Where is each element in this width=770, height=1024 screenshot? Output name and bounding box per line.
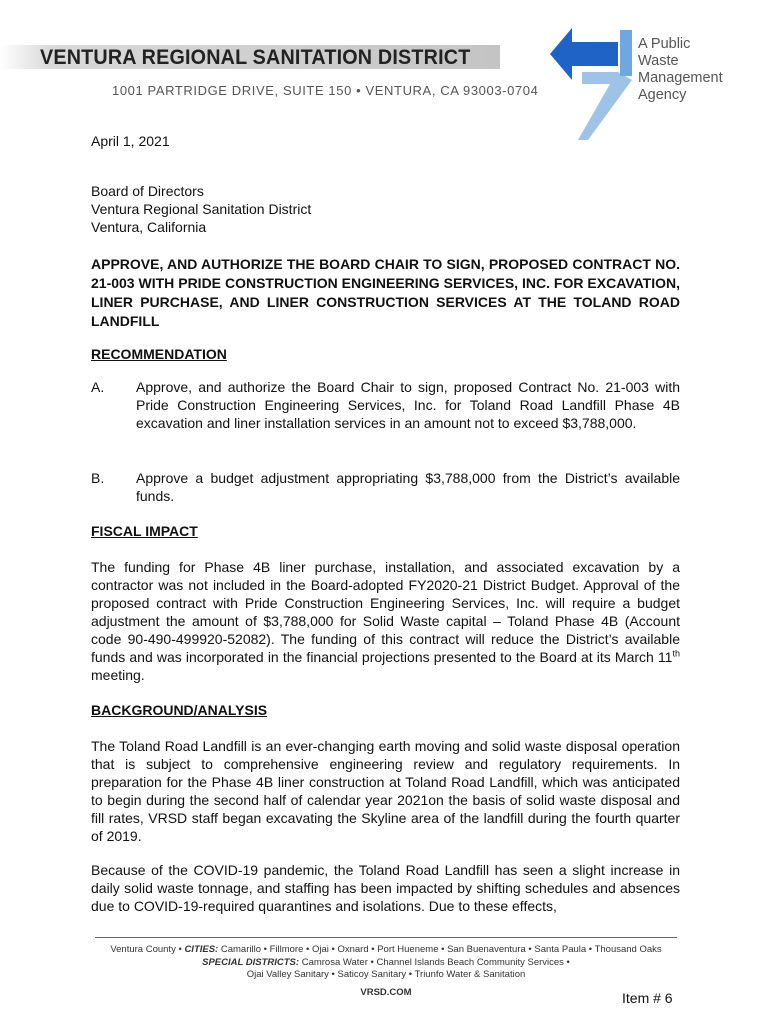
tagline-line: A Public [638,36,691,52]
footer-districts: Camrosa Water • Channel Islands Beach Community Services • [301,957,570,968]
tagline-line: Management [638,70,723,86]
footer-line-3: Ojai Valley Sanitary • Saticoy Sanitary • Triunfo Water & Sanitation [246,969,526,980]
background-paragraph: The Toland Road Landfill is an ever-changing earth moving and solid waste disposal operation that is subject to comprehensive engineering review and regulatory requirements. In preparation for the Phase 4B liner construction at Toland Road Landfill, which was anticipated to begin during the second half of calendar year 2021on the basis of solid waste disposal and fill rates, VRSD staff began excavating the Skyline area of the landfill during the fourth quarter of 2019. [91,738,680,844]
fiscal-impact-heading: FISCAL IMPACT [91,523,198,539]
fiscal-impact-sup: th [672,648,680,659]
rec-item-letter: B. [91,470,105,486]
fiscal-impact-text: The funding for Phase 4B liner purchase, installation, and associated excavation by a contractor was not included in the Board-adopted FY2020-21 District Budget. Approval of the proposed contract with Pride Construction Engineering Services, Inc. will require a budget adjustment the amount of $3,788,000 for Solid Waste capital – Toland Phase 4B (Account code 90-490-499920-52082). The funding of this contract will reduce the District’s available funds and was incorporated in the financial projections presented to the Board at its March 11 [91,559,680,665]
fiscal-impact-paragraph [91,558,680,684]
item-number: Item # 6 [622,990,673,1006]
footer-county: Ventura County • [110,944,182,955]
footer-line-1 [95,944,677,955]
org-name: VENTURA REGIONAL SANITATION DISTRICT [40,46,471,69]
footer-website: VRSD.COM [360,987,412,998]
fiscal-impact-tail: meeting. [91,667,145,683]
footer-districts-label: SPECIAL DISTRICTS: [202,957,300,968]
vrsd-arrow-logo-icon [548,22,638,142]
recipient-line: Board of Directors [91,183,204,199]
recipient-line: Ventura, California [91,219,207,235]
tagline [638,36,723,104]
letter-date: April 1, 2021 [91,133,170,149]
background-heading: BACKGROUND/ANALYSIS [91,702,268,718]
footer-line-2 [95,957,677,968]
footer-cities: Camarillo • Fillmore • Ojai • Oxnard • Port Hueneme • San Buenaventura • Santa Paula • Thousand Oaks [220,944,662,955]
recipient-line: Ventura Regional Sanitation District [91,201,312,217]
recommendation-heading: RECOMMENDATION [91,346,227,362]
rec-item-text: Approve a budget adjustment appropriating $3,788,000 from the District’s available funds. [136,470,680,504]
org-address: 1001 PARTRIDGE DRIVE, SUITE 150 • VENTURA, CA 93003-0704 [112,83,539,98]
background-paragraph: Because of the COVID-19 pandemic, the Toland Road Landfill has seen a slight increase in daily solid waste tonnage, and staffing has been impacted by shifting schedules and absences due to COVID-19-required quarantines and isolations. Due to these effects, [91,862,680,914]
tagline-line: Waste [638,53,679,69]
footer-divider [95,937,677,938]
tagline-line: Agency [638,87,687,103]
rec-item-letter: A. [91,379,105,395]
footer-cities-label: CITIES: [184,944,219,955]
rec-item-text: Approve, and authorize the Board Chair to sign, proposed Contract No. 21-003 with Pride Construction Engineering Services, Inc. for Toland Road Landfill Phase 4B excavation and liner installation services in an amount not to exceed $3,788,000. [136,379,680,431]
subject: APPROVE, AND AUTHORIZE THE BOARD CHAIR TO SIGN, PROPOSED CONTRACT NO. 21-003 WITH PRIDE CONSTRUCTION ENGINEERING SERVICES, INC. FOR EXCAVATION, LINER PURCHASE, AND LINER CONSTRUCTION SERVICES AT THE TOLAND ROAD LANDFILL [91,256,680,329]
recipient-block [91,182,680,236]
